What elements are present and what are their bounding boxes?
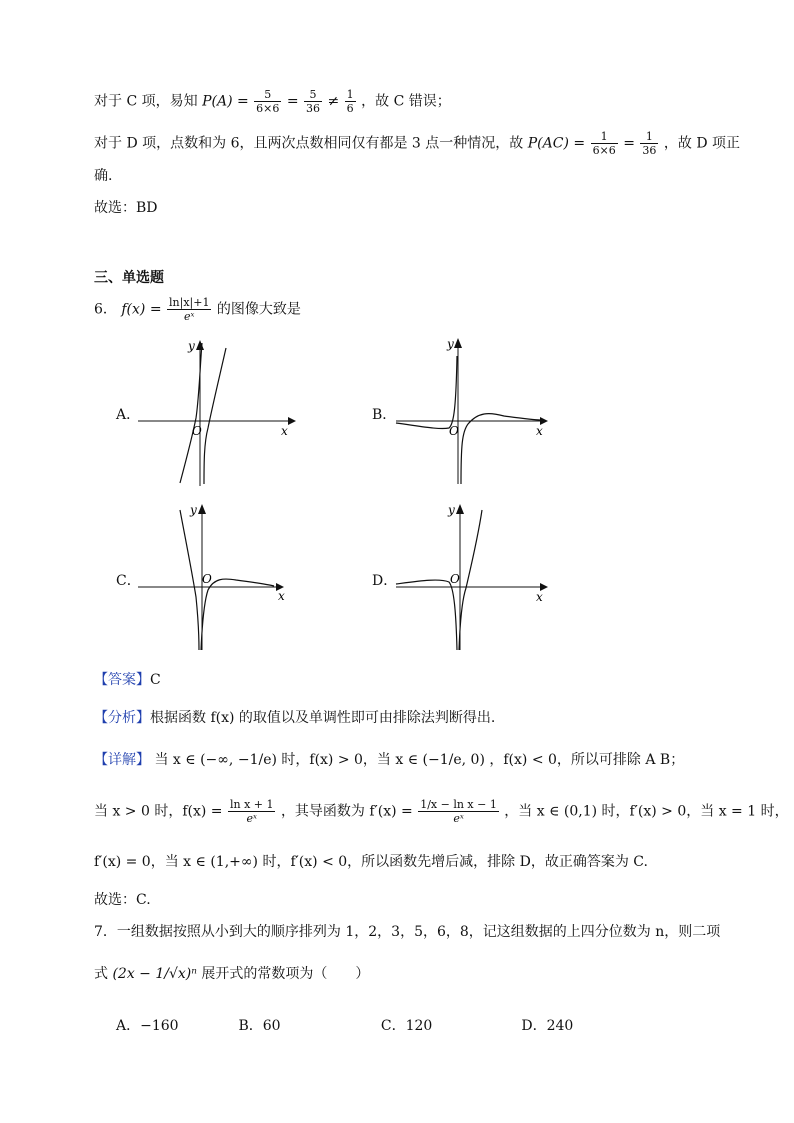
choice-b-label[interactable]: B． — [372, 407, 397, 423]
curve-a-right — [204, 348, 226, 484]
final-answer: 故选：C. — [94, 892, 151, 908]
curve-c-left — [180, 510, 199, 650]
q7-option-b[interactable]: B．60 — [238, 1018, 281, 1034]
choice-a-label[interactable]: A． — [116, 407, 141, 423]
curve-a-left — [180, 343, 202, 483]
c-frac-1: $\frac{5}{6\times 6}$ — [256, 88, 280, 115]
curve-b-right — [461, 414, 540, 484]
axis-y-label: y — [448, 503, 455, 517]
detail-1b: (−∞, −1/e) — [200, 752, 277, 768]
y-arrow — [456, 504, 464, 514]
answer-prev: 故选：BD — [94, 200, 158, 216]
curve-d-left — [396, 580, 457, 650]
c-pa: P(A) = — [202, 93, 249, 110]
q7-option-d[interactable]: D．240 — [521, 1018, 574, 1034]
origin-label: O — [450, 572, 460, 586]
y-arrow — [198, 504, 206, 514]
graph-d[interactable] — [394, 502, 564, 652]
axis-x-label: x — [278, 589, 285, 603]
analysis-tag: 【分析】 — [94, 710, 150, 726]
detail-2-frac: $\frac{\text{ln x + 1}}{\text{eˣ}}$ — [229, 798, 274, 825]
answer-line — [94, 670, 161, 690]
d-eq: = — [623, 135, 635, 152]
axis-x-label: x — [281, 424, 288, 438]
axis-y-label: y — [447, 337, 454, 351]
y-arrow — [454, 338, 462, 348]
detail-1a: 当 x ∈ — [154, 752, 196, 768]
detail-1d: (−1/e, 0) — [422, 752, 485, 768]
graph-c[interactable] — [136, 502, 306, 652]
detail-2c: ，当 x ∈ (0,1) 时，f′(x) > 0，当 x = 1 时， — [504, 803, 789, 820]
graph-b[interactable] — [394, 336, 564, 486]
detail-line-2 — [94, 798, 789, 825]
choice-c-label[interactable]: C． — [116, 573, 141, 589]
axis-y-label: y — [188, 339, 195, 353]
section-heading: 三、单选题 — [94, 270, 164, 286]
c-eq: = — [286, 93, 299, 110]
axis-x-label: x — [536, 590, 543, 604]
q7-stem-2a: 式 — [94, 966, 108, 982]
detail-2b: ，其导函数为 f′(x) = — [280, 803, 413, 820]
detail-2a: 当 x > 0 时，f(x) = — [94, 803, 223, 820]
q7-stem-2 — [94, 964, 369, 984]
answer-value: C — [150, 672, 161, 688]
detail-line-1 — [94, 750, 684, 770]
d-suffix: ，故 D 项正 — [663, 135, 740, 152]
q7-option-c[interactable]: C．120 — [380, 1018, 433, 1034]
axis-x-label: x — [536, 424, 543, 438]
detail-tag: 【详解】 — [94, 752, 150, 768]
q6-stem — [94, 296, 301, 323]
x-arrow — [288, 417, 296, 425]
q7-expression: (2x − 1/√x)ⁿ — [112, 966, 197, 982]
q7-stem-1: 7．一组数据按照从小到大的顺序排列为 1，2，3，5，6，8，记这组数据的上四分位数为 n，则二项 — [94, 924, 721, 940]
origin-label: O — [192, 424, 202, 438]
c-item-line — [94, 88, 451, 115]
q7-option-a[interactable]: A．−160 — [116, 1018, 179, 1034]
curve-c-right — [201, 579, 274, 650]
origin-label: O — [202, 572, 212, 586]
c-neq: ≠ — [327, 93, 340, 110]
curve-b-left — [396, 356, 457, 429]
curve-d-right — [459, 510, 482, 650]
q6-fx: f(x) = — [121, 301, 162, 318]
detail-2-deriv-frac: $\frac{\text{1/x − ln x − 1}}{\text{eˣ}}$ — [420, 798, 497, 825]
q6-number: 6． — [94, 301, 117, 318]
c-frac-3: $\frac{1}{6}$ — [346, 88, 354, 115]
d-prefix: 对于 D 项，点数和为 6，且两次点数相同仅有都是 3 点一种情况，故 — [94, 135, 524, 152]
analysis-line — [94, 708, 495, 728]
q6-stem-suffix: 的图像大致是 — [216, 301, 301, 318]
answer-tag: 【答案】 — [94, 672, 150, 688]
detail-1c: 时，f(x) > 0，当 x ∈ — [281, 752, 419, 768]
origin-label: O — [449, 424, 459, 438]
q6-frac: $\frac{\ln|x|+1}{\text{eˣ}}$ — [169, 296, 210, 323]
detail-line-3: f′(x) = 0，当 x ∈ (1,+∞) 时，f′(x) < 0，所以函数先增后减，排除 D，故正确答案为 C. — [94, 854, 648, 870]
c-prefix: 对于 C 项，易知 — [94, 93, 198, 110]
d-frac-2: $\frac{1}{36}$ — [642, 130, 657, 157]
c-suffix: ，故 C 错误； — [361, 93, 451, 110]
y-arrow — [196, 340, 204, 350]
axis-y-label: y — [190, 503, 197, 517]
d-frac-1: $\frac{1}{6\times 6}$ — [592, 130, 616, 157]
graph-a[interactable] — [136, 338, 306, 488]
d-item-line — [94, 130, 740, 157]
d-pac: P(AC) = — [527, 135, 586, 152]
q7-options — [116, 1016, 573, 1036]
detail-1e: ，f(x) < 0，所以可排除 A B； — [489, 752, 685, 768]
choice-d-label[interactable]: D． — [372, 573, 398, 589]
analysis-text: 根据函数 f(x) 的取值以及单调性即可由排除法判断得出. — [150, 710, 496, 726]
q7-stem-2b: 展开式的常数项为（ ） — [201, 966, 370, 982]
c-frac-2: $\frac{5}{36}$ — [306, 88, 321, 115]
d-cont: 确. — [94, 168, 113, 184]
